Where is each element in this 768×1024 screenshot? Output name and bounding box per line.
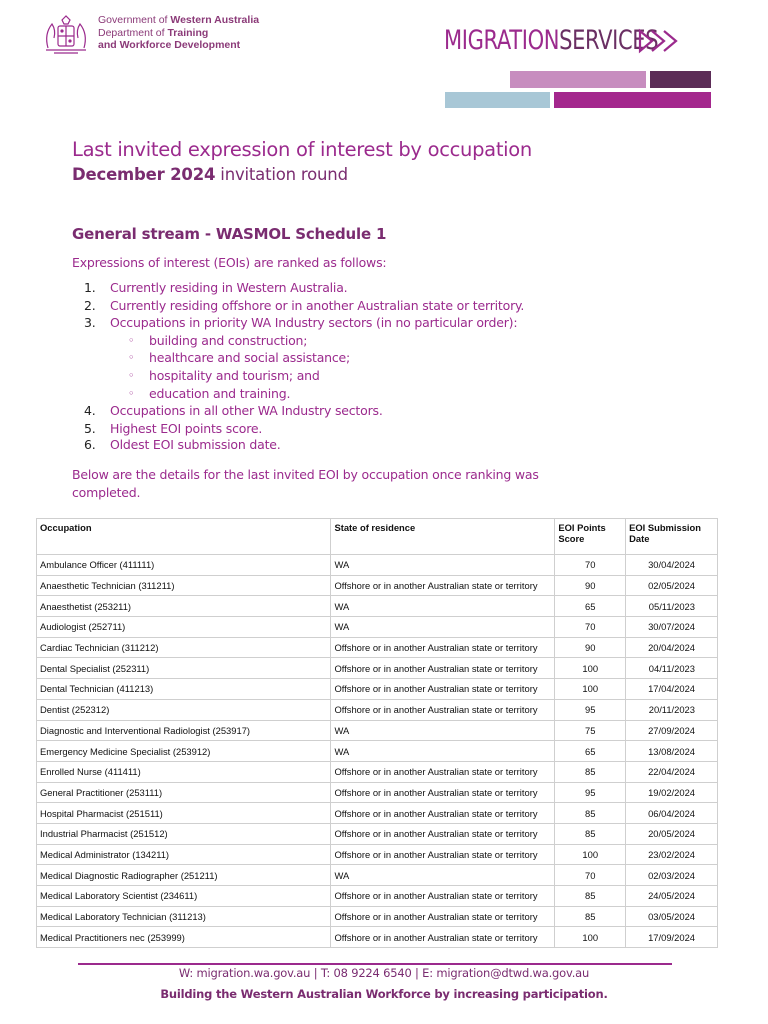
cell-date: 06/04/2024 bbox=[626, 803, 718, 824]
decorative-bar-pink bbox=[510, 71, 646, 88]
cell-occupation: Enrolled Nurse (411411) bbox=[37, 761, 331, 782]
cell-occupation: Ambulance Officer (411111) bbox=[37, 555, 331, 576]
list-item-text: Occupations in all other WA Industry sectors. bbox=[110, 403, 383, 419]
cell-state: WA bbox=[331, 741, 555, 762]
cell-date: 27/09/2024 bbox=[626, 720, 718, 741]
cell-points: 85 bbox=[555, 823, 626, 844]
list-item-text: Highest EOI points score. bbox=[110, 420, 263, 436]
cell-state: Offshore or in another Australian state or territory bbox=[331, 761, 555, 782]
cell-date: 03/05/2024 bbox=[626, 906, 718, 927]
list-number: 1. bbox=[84, 280, 96, 295]
table-header-row bbox=[37, 519, 718, 555]
cell-occupation: Anaesthetist (253211) bbox=[37, 596, 331, 617]
brand-word-migration: MIGRATION bbox=[444, 24, 560, 56]
cell-date: 04/11/2023 bbox=[626, 658, 718, 679]
cell-occupation: Dentist (252312) bbox=[37, 699, 331, 720]
cell-state: Offshore or in another Australian state or territory bbox=[331, 886, 555, 907]
cell-points: 65 bbox=[555, 596, 626, 617]
list-item bbox=[72, 402, 542, 420]
cell-points: 95 bbox=[555, 699, 626, 720]
cell-date: 20/11/2023 bbox=[626, 699, 718, 720]
cell-points: 85 bbox=[555, 886, 626, 907]
cell-state: Offshore or in another Australian state or territory bbox=[331, 782, 555, 803]
list-item bbox=[72, 314, 542, 402]
list-item-text: Occupations in priority WA Industry sectors (in no particular order): bbox=[110, 315, 518, 330]
cell-points: 100 bbox=[555, 679, 626, 700]
cell-points: 85 bbox=[555, 906, 626, 927]
list-item bbox=[72, 437, 542, 452]
list-item-text: hospitality and tourism; and bbox=[149, 367, 320, 383]
header-state: State of residence bbox=[331, 519, 555, 555]
list-item-text: building and construction; bbox=[149, 332, 308, 348]
cell-state: WA bbox=[331, 617, 555, 638]
government-logo bbox=[40, 14, 280, 58]
cell-date: 30/04/2024 bbox=[626, 555, 718, 576]
cell-state: Offshore or in another Australian state or territory bbox=[331, 823, 555, 844]
cell-occupation: Medical Laboratory Scientist (234611) bbox=[37, 886, 331, 907]
list-item bbox=[110, 367, 542, 385]
cell-date: 19/02/2024 bbox=[626, 782, 718, 803]
header-occupation: Occupation bbox=[37, 519, 331, 555]
bullet-icon: ◦ bbox=[128, 368, 135, 382]
cell-occupation: Industrial Pharmacist (251512) bbox=[37, 823, 331, 844]
cell-date: 22/04/2024 bbox=[626, 761, 718, 782]
cell-state: Offshore or in another Australian state or territory bbox=[331, 699, 555, 720]
eoi-table bbox=[36, 518, 718, 948]
intro-text: Expressions of interest (EOIs) are ranked as follows: bbox=[72, 255, 387, 270]
gov-line2-prefix: Department of bbox=[98, 26, 168, 39]
cell-points: 100 bbox=[555, 844, 626, 865]
list-item-text: Oldest EOI submission date. bbox=[110, 437, 281, 453]
list-item bbox=[72, 279, 542, 297]
list-number: 2. bbox=[84, 297, 96, 313]
cell-date: 24/05/2024 bbox=[626, 886, 718, 907]
migration-services-logo bbox=[444, 22, 714, 58]
gov-line3: and Workforce Development bbox=[98, 39, 241, 51]
table-row bbox=[37, 617, 718, 638]
cell-occupation: Diagnostic and Interventional Radiologist (253917) bbox=[37, 720, 331, 741]
gov-line1-bold: Western Australia bbox=[170, 14, 260, 26]
footer-contact: W: migration.wa.gov.au | T: 08 9224 6540 | E: migration@dtwd.wa.gov.au bbox=[178, 966, 590, 980]
cell-state: Offshore or in another Australian state or territory bbox=[331, 906, 555, 927]
cell-date: 20/05/2024 bbox=[626, 823, 718, 844]
table-intro-text: Below are the details for the last invited EOI by occupation once ranking was completed. bbox=[72, 467, 539, 500]
table-row bbox=[37, 927, 718, 948]
list-number: 5. bbox=[84, 420, 96, 436]
cell-occupation: Medical Laboratory Technician (311213) bbox=[37, 906, 331, 927]
cell-state: WA bbox=[331, 865, 555, 886]
bullet-icon: ◦ bbox=[128, 333, 135, 347]
header-date: EOI Submission Date bbox=[626, 519, 718, 555]
section-heading: General stream - WASMOL Schedule 1 bbox=[72, 225, 387, 243]
bullet-icon: ◦ bbox=[128, 351, 135, 365]
table-row bbox=[37, 761, 718, 782]
cell-occupation: Cardiac Technician (311212) bbox=[37, 637, 331, 658]
table-row bbox=[37, 658, 718, 679]
cell-state: Offshore or in another Australian state or territory bbox=[331, 658, 555, 679]
cell-date: 17/09/2024 bbox=[626, 927, 718, 948]
page-title: Last invited expression of interest by occupation bbox=[72, 138, 532, 161]
cell-state: Offshore or in another Australian state or territory bbox=[331, 927, 555, 948]
list-item bbox=[110, 349, 542, 367]
table-row bbox=[37, 803, 718, 824]
header-points: EOI Points Score bbox=[555, 519, 626, 555]
cell-date: 02/03/2024 bbox=[626, 865, 718, 886]
cell-occupation: General Practitioner (253111) bbox=[37, 782, 331, 803]
cell-state: Offshore or in another Australian state or territory bbox=[331, 637, 555, 658]
cell-state: WA bbox=[331, 720, 555, 741]
subtitle-rest: invitation round bbox=[215, 165, 348, 184]
cell-occupation: Hospital Pharmacist (251511) bbox=[37, 803, 331, 824]
cell-date: 30/07/2024 bbox=[626, 617, 718, 638]
table-row bbox=[37, 782, 718, 803]
footer-tagline: Building the Western Australian Workforce by increasing participation. bbox=[160, 987, 608, 1001]
cell-date: 20/04/2024 bbox=[626, 637, 718, 658]
list-item-text: healthcare and social assistance; bbox=[149, 350, 351, 366]
cell-state: Offshore or in another Australian state or territory bbox=[331, 575, 555, 596]
list-item-text: Currently residing offshore or in another Australian state or territory. bbox=[110, 297, 525, 313]
cell-points: 70 bbox=[555, 865, 626, 886]
table-row bbox=[37, 865, 718, 886]
cell-state: Offshore or in another Australian state or territory bbox=[331, 803, 555, 824]
footer-divider bbox=[78, 963, 672, 965]
list-item bbox=[110, 332, 542, 350]
cell-occupation: Dental Technician (411213) bbox=[37, 679, 331, 700]
wa-crest-icon bbox=[40, 14, 92, 56]
chevrons-right-icon bbox=[638, 26, 688, 56]
cell-occupation: Dental Specialist (252311) bbox=[37, 658, 331, 679]
cell-date: 13/08/2024 bbox=[626, 741, 718, 762]
list-number: 4. bbox=[84, 403, 96, 419]
cell-points: 65 bbox=[555, 741, 626, 762]
cell-points: 85 bbox=[555, 803, 626, 824]
table-row bbox=[37, 844, 718, 865]
cell-occupation: Anaesthetic Technician (311211) bbox=[37, 575, 331, 596]
cell-points: 95 bbox=[555, 782, 626, 803]
cell-date: 17/04/2024 bbox=[626, 679, 718, 700]
table-row bbox=[37, 575, 718, 596]
list-item bbox=[72, 420, 542, 438]
table-row bbox=[37, 823, 718, 844]
cell-points: 90 bbox=[555, 575, 626, 596]
subtitle-round-month: December 2024 bbox=[72, 165, 216, 184]
cell-points: 70 bbox=[555, 555, 626, 576]
cell-occupation: Medical Practitioners nec (253999) bbox=[37, 927, 331, 948]
table-row bbox=[37, 906, 718, 927]
cell-points: 85 bbox=[555, 761, 626, 782]
list-item bbox=[72, 297, 542, 315]
decorative-bar-blue bbox=[445, 92, 550, 108]
table-row bbox=[37, 596, 718, 617]
priority-sector-list bbox=[110, 332, 542, 403]
gov-line2-bold: Training bbox=[167, 26, 209, 39]
cell-state: WA bbox=[331, 555, 555, 576]
cell-points: 75 bbox=[555, 720, 626, 741]
cell-points: 100 bbox=[555, 927, 626, 948]
page-subtitle bbox=[72, 165, 348, 184]
table-body bbox=[37, 555, 718, 948]
cell-state: WA bbox=[331, 596, 555, 617]
table-row bbox=[37, 886, 718, 907]
list-item bbox=[110, 385, 542, 403]
table-row bbox=[37, 679, 718, 700]
cell-date: 02/05/2024 bbox=[626, 575, 718, 596]
table-row bbox=[37, 555, 718, 576]
cell-points: 70 bbox=[555, 617, 626, 638]
list-number: 6. bbox=[84, 437, 96, 453]
decorative-bar-magenta bbox=[554, 92, 711, 108]
brand-word-services: SERVICES bbox=[559, 24, 659, 56]
list-number: 3. bbox=[84, 315, 96, 330]
ranking-list bbox=[72, 279, 542, 452]
bullet-icon: ◦ bbox=[128, 386, 135, 400]
decorative-bar-plum bbox=[650, 71, 711, 88]
cell-occupation: Audiologist (252711) bbox=[37, 617, 331, 638]
cell-state: Offshore or in another Australian state or territory bbox=[331, 844, 555, 865]
list-item-text: Currently residing in Western Australia. bbox=[110, 280, 348, 295]
table-row bbox=[37, 741, 718, 762]
cell-state: Offshore or in another Australian state or territory bbox=[331, 679, 555, 700]
list-item-text: education and training. bbox=[149, 385, 291, 401]
table-row bbox=[37, 720, 718, 741]
cell-date: 05/11/2023 bbox=[626, 596, 718, 617]
gov-line1-prefix: Government of bbox=[98, 14, 171, 26]
cell-points: 90 bbox=[555, 637, 626, 658]
cell-occupation: Emergency Medicine Specialist (253912) bbox=[37, 741, 331, 762]
cell-occupation: Medical Diagnostic Radiographer (251211) bbox=[37, 865, 331, 886]
table-row bbox=[37, 699, 718, 720]
table-row bbox=[37, 637, 718, 658]
cell-occupation: Medical Administrator (134211) bbox=[37, 844, 331, 865]
cell-points: 100 bbox=[555, 658, 626, 679]
cell-date: 23/02/2024 bbox=[626, 844, 718, 865]
